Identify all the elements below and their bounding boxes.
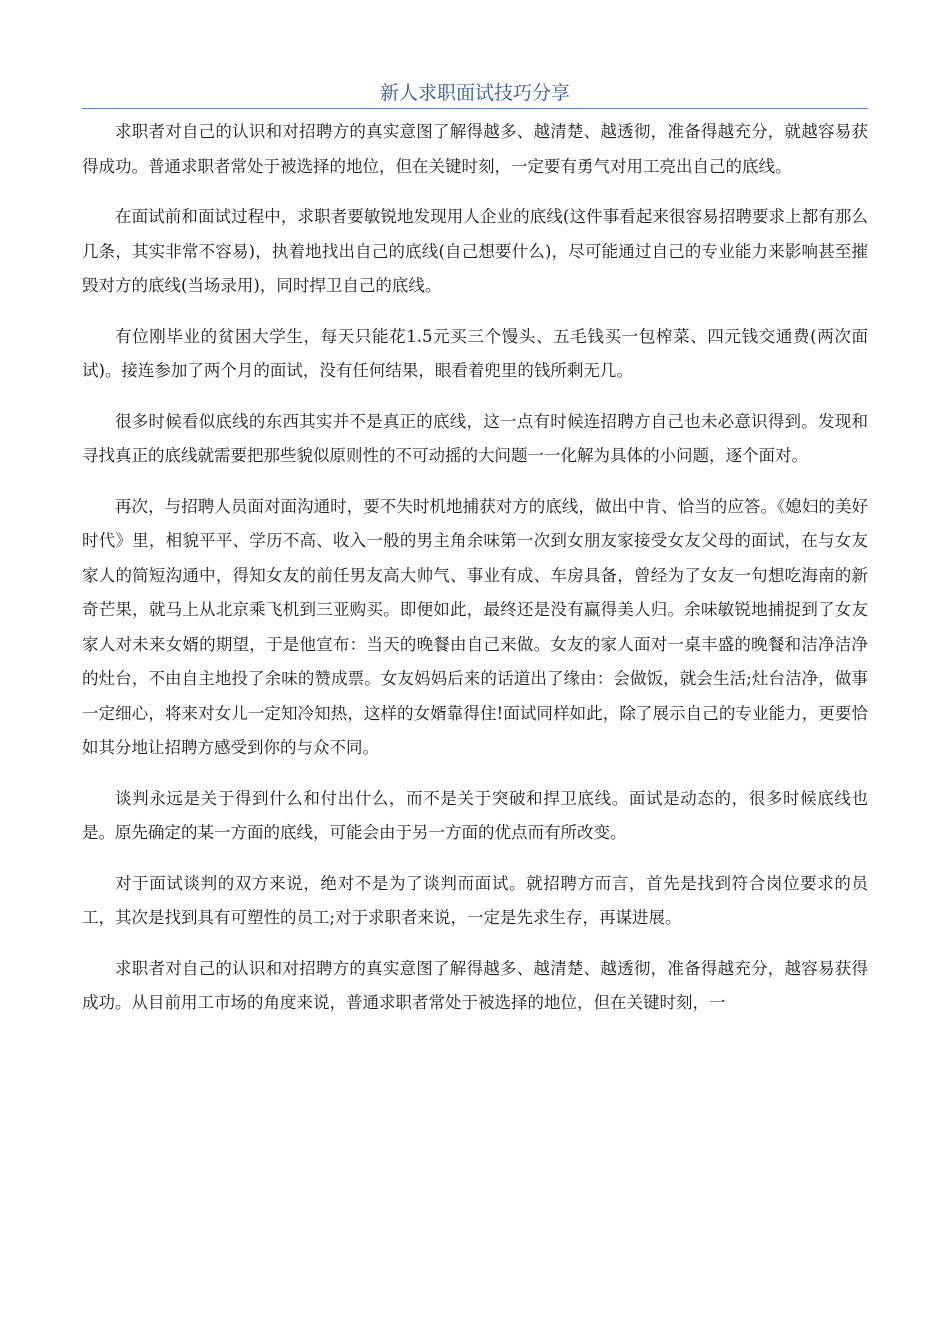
paragraph-8: 求职者对自己的认识和对招聘方的真实意图了解得越多、越清楚、越透彻，准备得越充分，越容易获得成功。从目前用工市场的角度来说，普通求职者常处于被选择的地位，但在关键时刻，一: [82, 958, 868, 1012]
paragraph-5: 再次，与招聘人员面对面沟通时，要不失时机地捕获对方的底线，做出中肯、恰当的应答。《媳妇的美好时代》里，相貌平平、学历不高、收入一般的男主角余味第一次到女朋友家接受女友父母的面试，在与女友家人的简短沟通中，得知女友的前任男友高大帅气、事业有成、车房具备，曾经为了女友一句想吃海南的新奇芒果，就马上从北京乘飞机到三亚购买。即便如此，最终还是没有赢得美人归。余味敏锐地捕捉到了女友家人对未来女婿的期望，于是他宣布：当天的晚餐由自己来做。女友的家人面对一桌丰盛的晚餐和洁净洁净的灶台，不由自主地投了余味的赞成票。女友妈妈后来的话道出了缘由：会做饭，就会生活;灶台洁净，做事一定细心，将来对女儿一定知冷知热，这样的女婿靠得住!面试同样如此，除了展示自己的专业能力，更要恰如其分地让招聘方感受到你的与众不同。: [82, 496, 868, 757]
paragraph-3: 有位刚毕业的贫困大学生，每天只能花1.5元买三个馒头、五毛钱买一包榨菜、四元钱交通费(两次面试)。接连参加了两个月的面试，没有任何结果，眼看着兜里的钱所剩无几。: [82, 326, 868, 380]
paragraph-7: 对于面试谈判的双方来说，绝对不是为了谈判而面试。就招聘方而言，首先是找到符合岗位要求的员工，其次是找到具有可塑性的员工;对于求职者来说，一定是先求生存，再谋进展。: [82, 873, 868, 927]
paragraph-4: 很多时候看似底线的东西其实并不是真正的底线，这一点有时候连招聘方自己也未必意识得到。发现和寻找真正的底线就需要把那些貌似原则性的不可动摇的大问题一一化解为具体的小问题，逐个面对。: [82, 411, 868, 465]
paragraph-2: 在面试前和面试过程中，求职者要敏锐地发现用人企业的底线(这件事看起来很容易招聘要求上都有那么几条，其实非常不容易)，执着地找出自己的底线(自己想要什么)，尽可能通过自己的专业能力来影响甚至摧毁对方的底线(当场录用)，同时捍卫自己的底线。: [82, 207, 868, 295]
document-page: [82, 78, 868, 1037]
document-title: 新人求职面试技巧分享: [379, 82, 570, 104]
paragraph-1: 求职者对自己的认识和对招聘方的真实意图了解得越多、越清楚、越透彻，准备得越充分，就越容易获得成功。普通求职者常处于被选择的地位，但在关键时刻，一定要有勇气对用工亮出自己的底线。: [82, 122, 868, 176]
paragraph-6: 谈判永远是关于得到什么和付出什么，而不是关于突破和捍卫底线。面试是动态的，很多时候底线也是。原先确定的某一方面的底线，可能会由于另一方面的优点而有所改变。: [82, 788, 868, 842]
title-underline: [82, 108, 868, 109]
